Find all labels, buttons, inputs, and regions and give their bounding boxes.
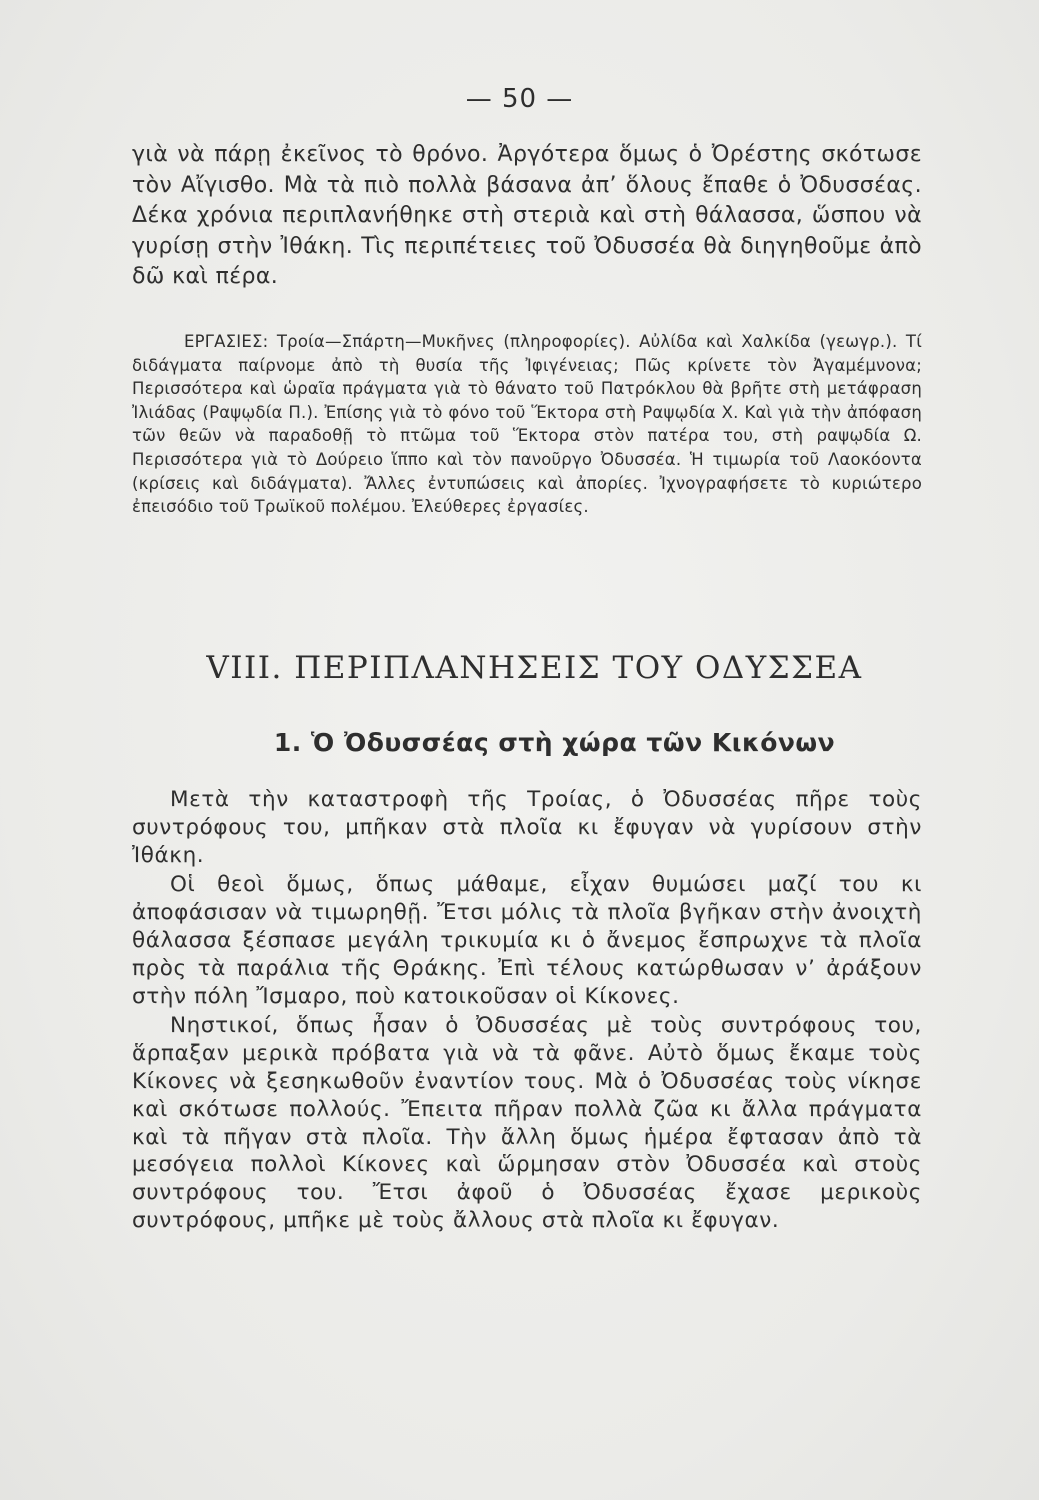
section-body [132,786,922,1235]
exercises-paragraph: ΕΡΓΑΣΙΕΣ: Τροία—Σπάρτη—Μυκῆνες (πληροφορίες). Αὐλίδα καὶ Χαλκίδα (γεωγρ.). Τί διδάγματα παίρνομε ἀπὸ τὴ θυσία τῆς Ἰφιγένειας; Πῶς κρίνετε τὸν Ἀγαμέμνονα; Περισσότερα καὶ ὡραῖα πράγματα γιὰ τὸ θάνατο τοῦ Πατρόκλου θὰ βρῆτε στὴ μετάφραση Ἰλιάδας (Ραψῳδία Π.). Ἐπίσης γιὰ τὸ φόνο τοῦ Ἕκτορα στὴ Ραψῳδία Χ. Καὶ γιὰ τὴν ἀπόφαση τῶν θεῶν νὰ παραδοθῇ τὸ πτῶμα τοῦ Ἕκτορα στὸν πατέρα του, στὴ ραψῳδία Ω. Περισσότερα γιὰ τὸ Δούρειο ἵππο καὶ τὸν πανοῦργο Ὀδυσσέα. Ἡ τιμωρία τοῦ Λαοκόοντα (κρίσεις καὶ διδάγματα). Ἄλλες ἐντυπώσεις καὶ ἀπορίες. Ἰχνογραφήσετε τὸ κυριώτερο ἐπεισόδιο τοῦ Τρωϊκοῦ πολέμου. Ἐλεύθερες ἐργασίες. [132,332,922,517]
intro-paragraph: γιὰ νὰ πάρῃ ἐκεῖνος τὸ θρόνο. Ἀργότερα ὅμως ὁ Ὀρέστης σκότωσε τὸν Αἴγισθο. Μὰ τὰ πιὸ πολλὰ βάσανα ἀπ’ ὅλους ἔπαθε ὁ Ὀδυσσέας. Δέκα χρόνια περιπλανήθηκε στὴ στεριὰ καὶ στὴ θάλασσα, ὥσπου νὰ γυρίσῃ στὴν Ἰθάκη. Τὶς περιπέτειες τοῦ Ὀδυσσέα θὰ διηγηθοῦμε ἀπὸ δῶ καὶ πέρα. [132,142,922,289]
body-paragraph: Νηστικοί, ὅπως ἦσαν ὁ Ὀδυσσέας μὲ τοὺς συντρόφους του, ἅρπαξαν μερικὰ πρόβατα γιὰ νὰ τὰ φᾶνε. Αὐτὸ ὅμως ἔκαμε τοὺς Κίκονες νὰ ξεσηκωθοῦν ἐναντίον τους. Μὰ ὁ Ὀδυσσέας τοὺς νίκησε καὶ σκότωσε πολλούς. Ἔπειτα πῆραν πολλὰ ζῶα κι ἄλλα πράγματα καὶ τὰ πῆγαν στὰ πλοῖα. Τὴν ἄλλη ὅμως ἡμέρα ἔφτασαν ἀπὸ τὰ μεσόγεια πολλοὶ Κίκονες καὶ ὥρμησαν στὸν Ὀδυσσέα καὶ στοὺς συντρόφους του. Ἔτσι ἀφοῦ ὁ Ὀδυσσέας ἔχασε μερικοὺς συντρόφους, μπῆκε μὲ τοὺς ἄλλους στὰ πλοῖα κι ἔφυγαν. [132,1013,922,1233]
body-paragraph: Μετὰ τὴν καταστροφὴ τῆς Τροίας, ὁ Ὀδυσσέας πῆρε τοὺς συντρόφους του, μπῆκαν στὰ πλοῖα κι ἔφυγαν νὰ γυρίσουν στὴν Ἰθάκη. [132,787,922,868]
chapter-title: VIII. ΠΕΡΙΠΛΑΝΗΣΕΙΣ ΤΟΥ ΟΔΥΣΣΕΑ [206,650,863,686]
body-paragraph: Οἱ θεοὶ ὅμως, ὅπως μάθαμε, εἶχαν θυμώσει μαζί του κι ἀποφάσισαν νὰ τιμωρηθῇ. Ἔτσι μόλις τὰ πλοῖα βγῆκαν στὴν ἀνοιχτὴ θάλασσα ξέσπασε μεγάλη τρικυμία κι ὁ ἄνεμος ἔσπρωχνε τὰ πλοῖα πρὸς τὰ παράλια τῆς Θράκης. Ἐπὶ τέλους κατώρθωσαν ν’ ἀράξουν στὴν πόλη Ἴσμαρο, ποὺ κατοικοῦσαν οἱ Κίκονες. [132,872,922,1009]
section-title: 1. Ὁ Ὀδυσσέας στὴ χώρα τῶν Κικόνων [273,728,836,757]
page-number: — 50 — [465,84,574,114]
